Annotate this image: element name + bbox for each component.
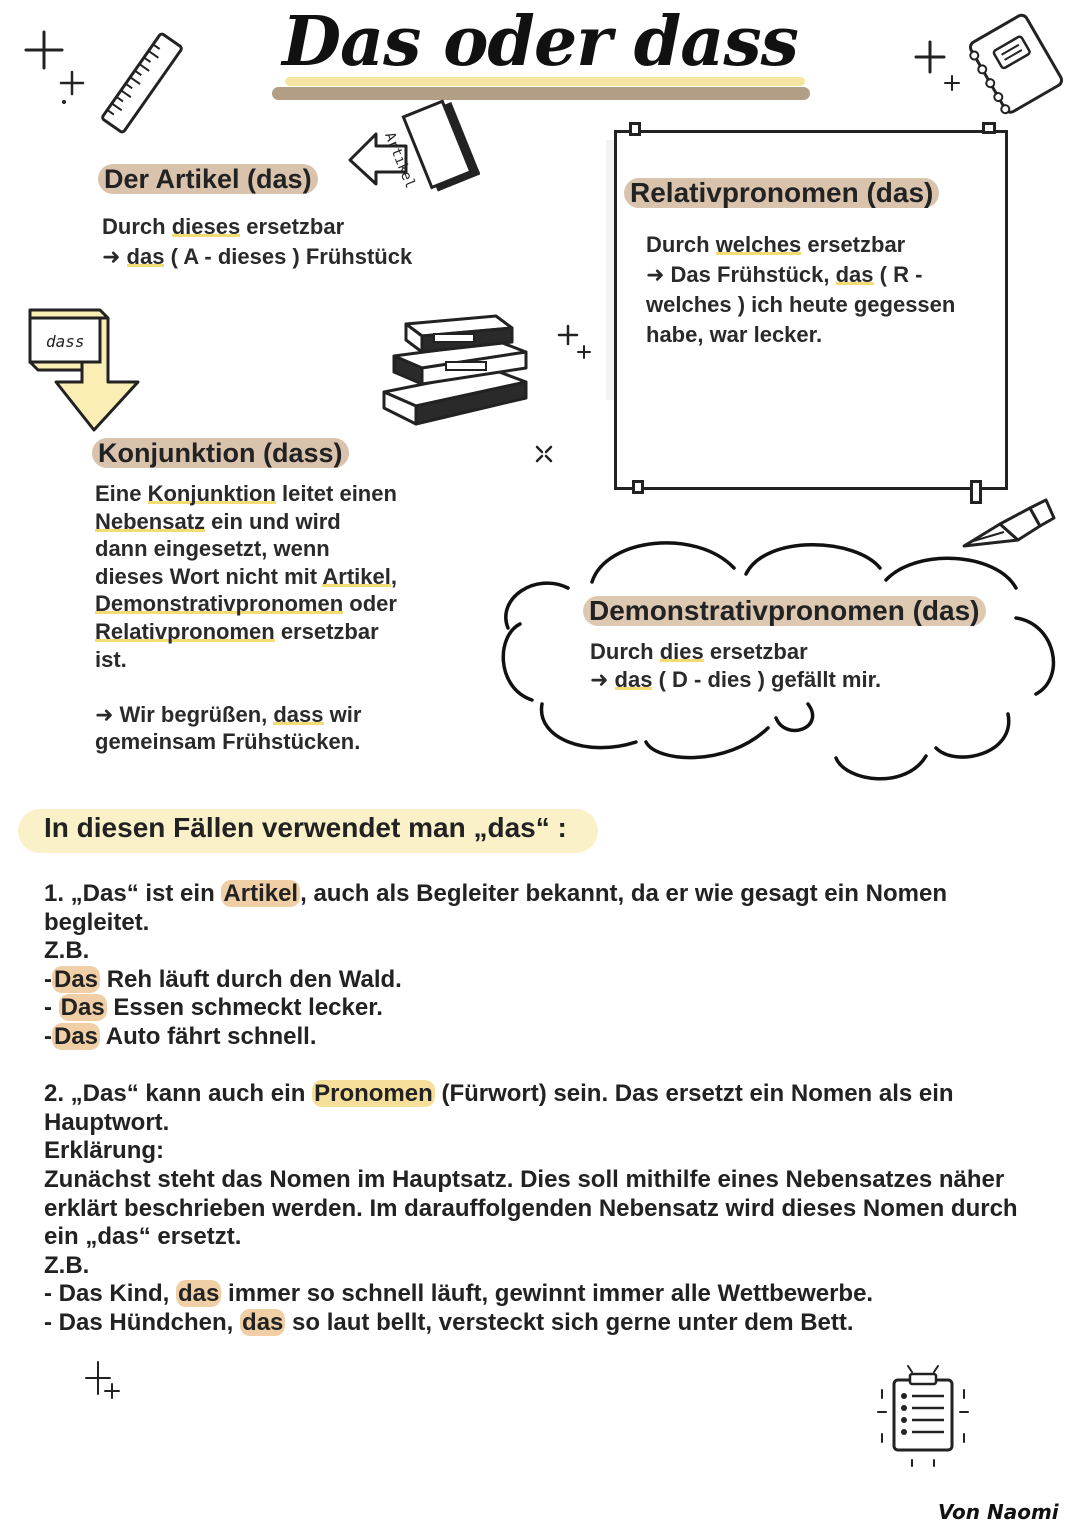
box-corner	[629, 122, 641, 136]
sparkle-icon	[533, 443, 555, 465]
demonstrativ-heading: Demonstrativpronomen (das)	[583, 596, 986, 626]
artikel-sign-label: Artikel	[381, 130, 419, 191]
relativ-text: Durch welches ersetzbar ➜ Das Frühstück, das ( R - welches ) ich heute gegessen habe, war lecker.	[646, 232, 956, 347]
sparkle-icon	[556, 322, 596, 362]
ruler-icon	[92, 28, 192, 138]
page-title: Das oder dass	[282, 2, 798, 82]
box-corner	[982, 122, 996, 134]
books-icon	[376, 312, 536, 438]
demonstrativ-text: Durch dies ersetzbar ➜ das ( D - dies ) gefällt mir.	[590, 639, 882, 692]
sparkle-icon	[22, 28, 92, 108]
artikel-heading: Der Artikel (das)	[98, 164, 318, 194]
konjunktion-text: Eine Konjunktion leitet einen Nebensatz ein und wird dann eingesetzt, wenn dieses Wort nicht mit Artikel, Demonstrativpronomen oder Relativpronomen ersetzbar ist. ➜ Wir begrüßen, dass wir gemeinsam Frühstücken.	[95, 481, 397, 755]
relativ-heading: Relativpronomen (das)	[624, 178, 939, 208]
dass-arrow-label: dass	[46, 332, 85, 351]
checklist-icon	[868, 1362, 978, 1472]
sparkle-icon	[78, 1358, 128, 1408]
section-heading: In diesen Fällen verwendet man „das“ :	[44, 812, 567, 843]
dass-arrow-icon	[24, 304, 150, 436]
cases-text: 1. „Das“ ist ein Artikel, auch als Begleiter bekannt, da er wie gesagt ein Nomen begleitet. Z.B. -Das Reh läuft durch den Wald. - Das Essen schmeckt lecker. -Das Auto fährt schnell. 2. „Das“ kann auch ein Pronomen (Fürwort) sein. Das ersetzt ein Nomen als ein Hauptwort. Erklärung: Zunächst steht das Nomen im Hauptsatz. Dies soll mithilfe eines Nebensatzes näher erklärt beschrieben werden. Im darauffolgenden Nebensatz wird dieses Nomen durch ein „das“ ersetzt. Z.B. - Das Kind, das immer so schnell läuft, gewinnt immer alle Wettbewerbe. - Das Hündchen, das so laut bellt, versteckt sich gerne unter dem Bett.	[44, 880, 1018, 1336]
author-credit: Von Naomi	[938, 1500, 1059, 1524]
box-corner	[632, 480, 644, 494]
konjunktion-heading: Konjunktion (dass)	[92, 438, 349, 468]
artikel-text: Durch dieses ersetzbar ➜ das ( A - dieses ) Frühstück	[102, 214, 413, 269]
notebook-icon	[955, 2, 1075, 122]
